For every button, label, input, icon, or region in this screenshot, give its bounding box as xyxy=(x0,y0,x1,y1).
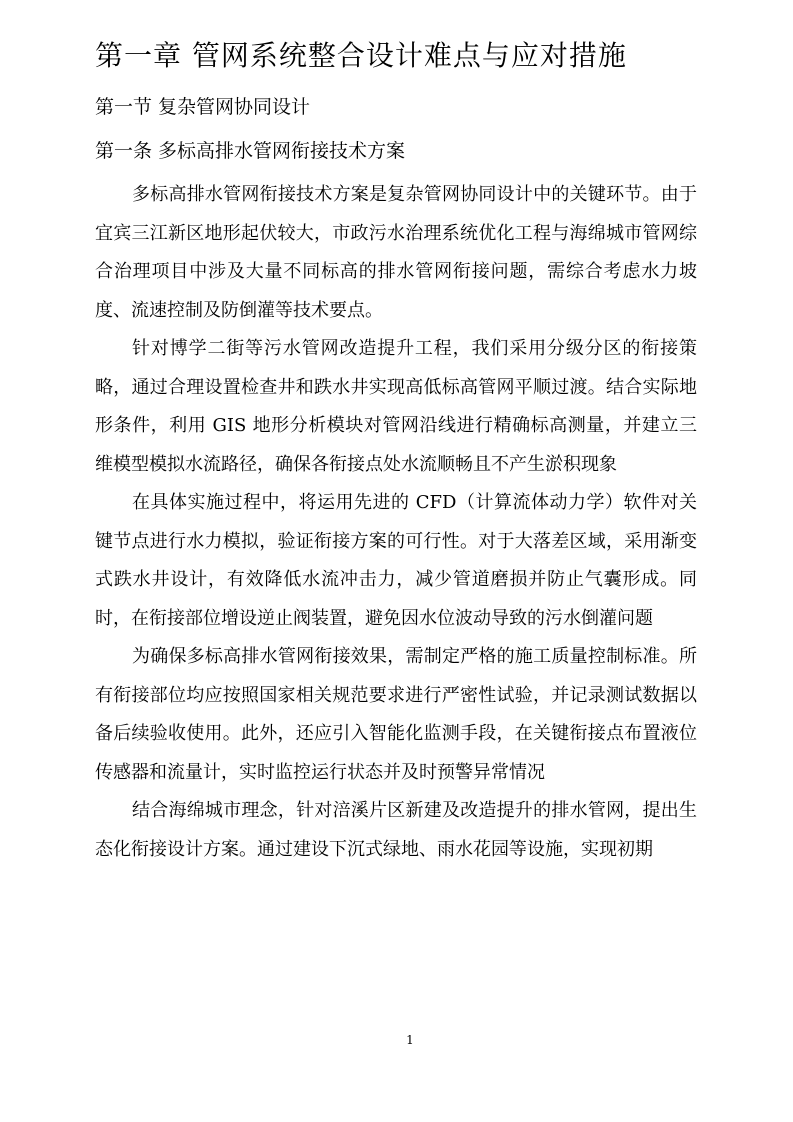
chapter-title: 第一章 管网系统整合设计难点与应对措施 xyxy=(95,39,627,72)
page-number: 1 xyxy=(406,1033,414,1047)
paragraph: 针对博学二街等污水管网改造提升工程，我们采用分级分区的衔接策略，通过合理设置检查井和跌水井实现高低标高管网平顺过渡。结合实际地形条件，利用 GIS 地形分析模块对管网沿线进行精确标高测量，并建立三维模型模拟水流路径，确保各衔接点处水流顺畅且不产生淤积现象 xyxy=(95,338,697,475)
section-title: 第一节 复杂管网协同设计 xyxy=(95,96,311,118)
body-text xyxy=(95,176,697,869)
paragraph: 结合海绵城市理念，针对涪溪片区新建及改造提升的排水管网，提出生态化衔接设计方案。通过建设下沉式绿地、雨水花园等设施，实现初期 xyxy=(95,800,697,860)
paragraph: 在具体实施过程中，将运用先进的 CFD（计算流体动力学）软件对关键节点进行水力模拟，验证衔接方案的可行性。对于大落差区域，采用渐变式跌水井设计，有效降低水流冲击力，减少管道磨损并防止气囊形成。同时，在衔接部位增设逆止阀装置，避免因水位波动导致的污水倒灌问题 xyxy=(95,492,697,629)
paragraph: 为确保多标高排水管网衔接效果，需制定严格的施工质量控制标准。所有衔接部位均应按照国家相关规范要求进行严密性试验，并记录测试数据以备后续验收使用。此外，还应引入智能化监测手段，在关键衔接点布置液位传感器和流量计，实时监控运行状态并及时预警异常情况 xyxy=(95,646,697,783)
paragraph: 多标高排水管网衔接技术方案是复杂管网协同设计中的关键环节。由于宜宾三江新区地形起伏较大，市政污水治理系统优化工程与海绵城市管网综合治理项目中涉及大量不同标高的排水管网衔接问题，需综合考虑水力坡度、流速控制及防倒灌等技术要点。 xyxy=(95,184,697,321)
article-title: 第一条 多标高排水管网衔接技术方案 xyxy=(95,140,406,162)
